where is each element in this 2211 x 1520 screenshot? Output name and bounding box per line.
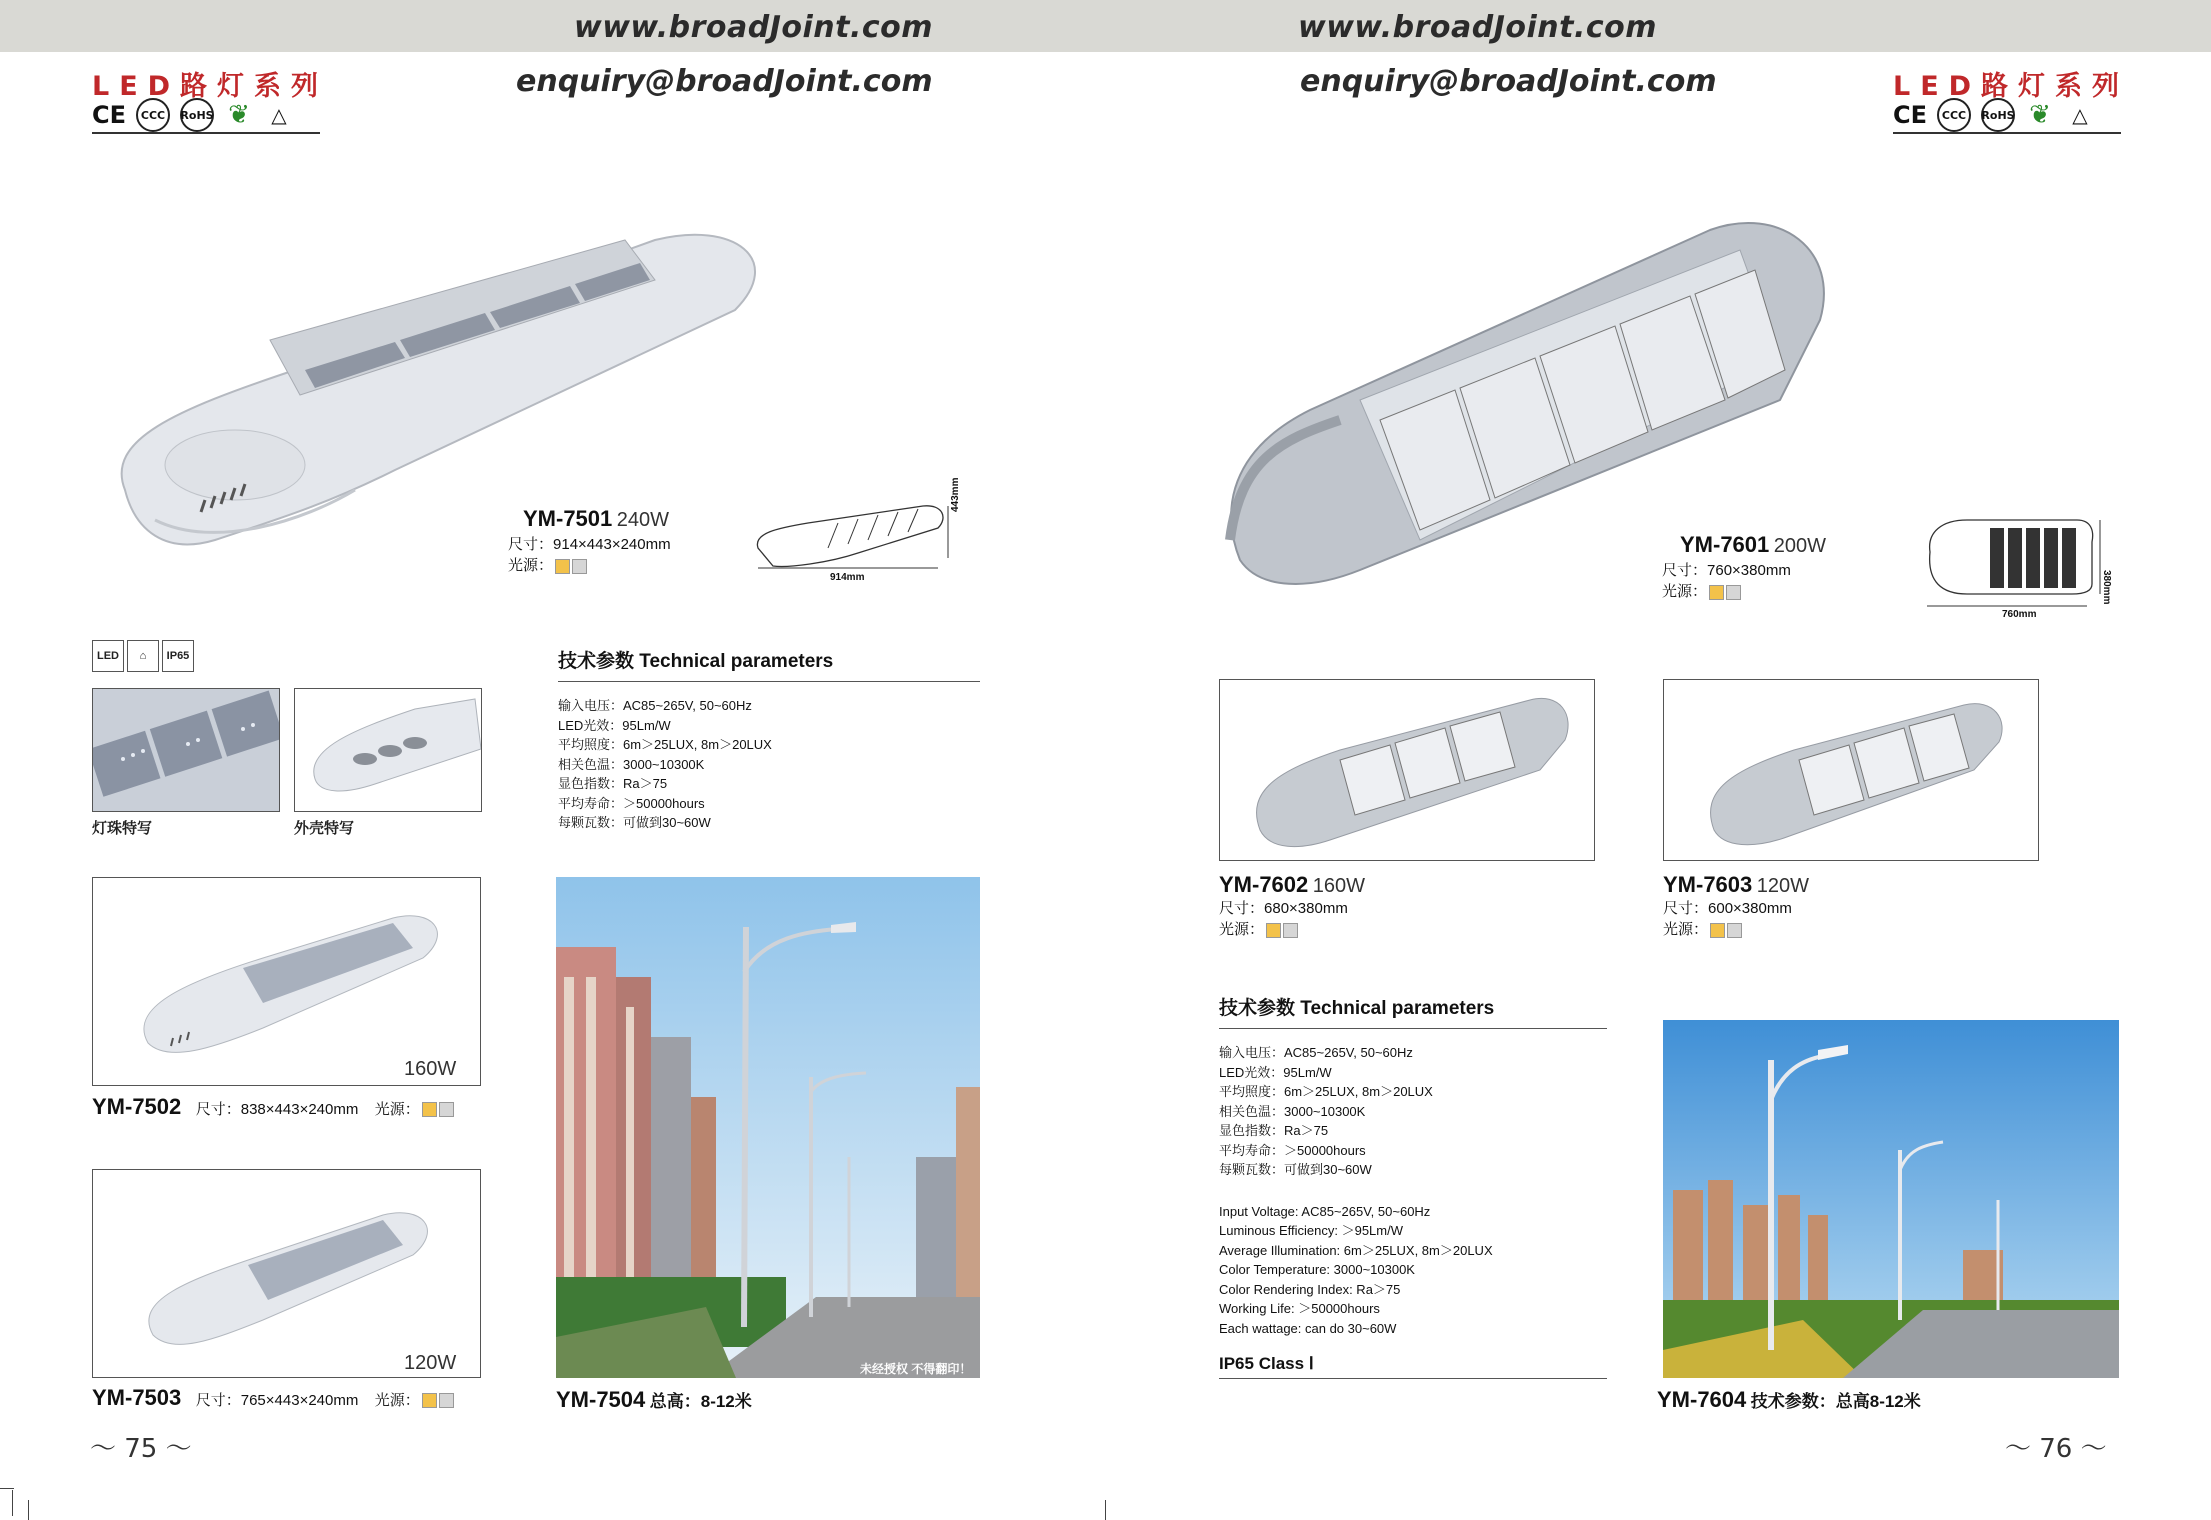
- param-line: 相关色温：3000~10300K: [558, 756, 705, 772]
- param-line: 平均照度：6m＞25LUX, 8m＞20LUX: [558, 737, 772, 752]
- product-frame-ym7602: [1219, 679, 1595, 861]
- spec-ym7603: [1663, 898, 1792, 940]
- param-line: 输入电压：AC85~265V, 50~60Hz: [558, 698, 752, 713]
- product-frame-ym7603: [1663, 679, 2039, 861]
- spec-ym7602: [1219, 898, 1348, 940]
- dim-height-7601: 380mm: [2101, 570, 2112, 605]
- dim-width-7601: 760mm: [2002, 609, 2037, 620]
- size-value: 760×380mm: [1707, 562, 1791, 579]
- caption-led-closeup: 灯珠特写: [92, 820, 153, 837]
- email-left[interactable]: enquiry@broadJoint.com: [516, 64, 933, 99]
- website-url-right[interactable]: www.broadJoint.com: [1298, 10, 1658, 45]
- param-line: Average Illumination: 6m＞25LUX, 8m＞20LUX: [1219, 1242, 1493, 1258]
- caption-ym7504: [556, 1387, 752, 1413]
- ip65-icon: IP65: [162, 640, 194, 672]
- light-source-label: 光源：: [1662, 583, 1708, 600]
- dim-width-7501: 914mm: [830, 572, 865, 583]
- param-line: 显色指数：Ra＞75: [1219, 1123, 1329, 1138]
- photo-ym7504: [556, 877, 980, 1378]
- param-line: 每颗瓦数：可做到30~60W: [1219, 1162, 1372, 1177]
- energy-saving-icon: △: [2072, 103, 2088, 127]
- dim-height-7501: 443mm: [950, 477, 961, 512]
- watt-ym7501: 240W: [616, 509, 669, 531]
- light-source-label: 光源：: [374, 1392, 420, 1409]
- dimension-drawing-ym7601: [1922, 512, 2102, 612]
- light-source-label: 光源：: [374, 1101, 420, 1118]
- led-icon: LED: [92, 640, 124, 672]
- warm-light-icon: [422, 1393, 437, 1408]
- watt-ym7602: 160W: [1312, 875, 1365, 897]
- model-ym7504: YM-7504: [556, 1387, 646, 1412]
- product-frame-ym7503: [92, 1169, 481, 1378]
- watt-tag-ym7502: 160W: [404, 1058, 457, 1080]
- house-icon: ⌂: [127, 640, 159, 672]
- watt-ym7603: 120W: [1756, 875, 1809, 897]
- model-ym7503: YM-7503: [92, 1385, 182, 1410]
- size-label: 尺寸：: [195, 1101, 241, 1118]
- tech-lines-cn-right: [1219, 1043, 1607, 1180]
- info-ym7502: [92, 1094, 454, 1120]
- param-line: 平均寿命：＞50000hours: [1219, 1142, 1366, 1158]
- warm-light-icon: [1709, 585, 1724, 600]
- model-ym7602: YM-7602: [1219, 872, 1309, 897]
- spec-ym7601: [1662, 560, 1791, 602]
- param-line: Each wattage: can do 30~60W: [1219, 1320, 1397, 1336]
- param-line: LED光效：95Lm/W: [1219, 1064, 1332, 1080]
- top-banner: [0, 0, 2211, 52]
- watt-ym7601: 200W: [1773, 535, 1826, 557]
- ccc-mark-icon: CCC: [136, 98, 170, 132]
- main-product-info-right: [1680, 532, 1826, 558]
- model-ym7601: YM-7601: [1680, 532, 1770, 557]
- cool-light-icon: [1283, 923, 1298, 938]
- page-number-76: ～ 76 ～: [2005, 1434, 2107, 1464]
- energy-saving-icon: △: [271, 103, 287, 127]
- crop-mark: [1105, 1500, 1106, 1520]
- height-caption: 总高：8-12米: [649, 1392, 752, 1411]
- size-value: 600×380mm: [1708, 900, 1792, 917]
- param-line: 相关色温：3000~10300K: [1219, 1103, 1366, 1119]
- height-caption: 技术参数：总高8-12米: [1750, 1392, 1921, 1411]
- watermark-ym7504: 未经授权 不得翻印！: [860, 1362, 972, 1376]
- feature-icons-left: [92, 640, 197, 672]
- cool-light-icon: [1727, 923, 1742, 938]
- info-ym7603: [1663, 872, 1809, 898]
- page-number-75: ～ 75 ～: [90, 1434, 192, 1464]
- series-title-left: LED路灯系列: [92, 71, 329, 102]
- watt-tag-ym7503: 120W: [404, 1352, 457, 1374]
- eco-leaf-icon: ❦: [228, 100, 250, 130]
- ce-mark-icon: CE: [92, 101, 127, 129]
- model-ym7603: YM-7603: [1663, 872, 1753, 897]
- cool-light-icon: [1726, 585, 1741, 600]
- cert-underline-left: [92, 132, 320, 134]
- size-label: 尺寸：: [1219, 900, 1265, 917]
- size-value: 765×443×240mm: [240, 1392, 359, 1409]
- crop-mark: [12, 1490, 13, 1516]
- rohs-mark-icon: RoHS: [180, 98, 214, 132]
- ip-class: IP65 Class Ⅰ: [1219, 1354, 1607, 1379]
- size-label: 尺寸：: [1663, 900, 1709, 917]
- size-label: 尺寸：: [508, 536, 554, 553]
- eco-leaf-icon: ❦: [2029, 100, 2051, 130]
- spec-ym7501: [508, 534, 671, 576]
- param-line: LED光效：95Lm/W: [558, 717, 671, 733]
- model-ym7604: YM-7604: [1657, 1387, 1747, 1412]
- cool-light-icon: [572, 559, 587, 574]
- param-line: 输入电压：AC85~265V, 50~60Hz: [1219, 1045, 1413, 1060]
- param-line: Luminous Efficiency: ＞95Lm/W: [1219, 1223, 1403, 1238]
- tech-title-right: 技术参数 Technical parameters: [1219, 993, 1607, 1029]
- closeup-led-beads: [92, 688, 280, 812]
- tech-title-left: 技术参数 Technical parameters: [558, 646, 980, 682]
- crop-mark: [0, 1488, 14, 1489]
- size-value: 680×380mm: [1264, 900, 1348, 917]
- product-image-ym7501: [95, 220, 795, 560]
- cool-light-icon: [439, 1393, 454, 1408]
- warm-light-icon: [555, 559, 570, 574]
- warm-light-icon: [1266, 923, 1281, 938]
- closeup-housing: [294, 688, 482, 812]
- website-url-left[interactable]: www.broadJoint.com: [574, 10, 934, 45]
- model-ym7501: YM-7501: [523, 506, 613, 531]
- param-line: 显色指数：Ra＞75: [558, 776, 668, 791]
- param-line: 平均寿命：＞50000hours: [558, 795, 705, 811]
- tech-lines-en-right: [1219, 1202, 1607, 1339]
- model-ym7502: YM-7502: [92, 1094, 182, 1119]
- warm-light-icon: [1710, 923, 1725, 938]
- rohs-mark-icon: RoHS: [1981, 98, 2015, 132]
- size-value: 914×443×240mm: [553, 536, 671, 553]
- main-product-info-left: [523, 506, 669, 532]
- info-ym7503: [92, 1385, 454, 1411]
- size-label: 尺寸：: [1662, 562, 1708, 579]
- ce-mark-icon: CE: [1893, 101, 1928, 129]
- tech-params-left: [558, 646, 980, 833]
- param-line: 每颗瓦数：可做到30~60W: [558, 815, 711, 830]
- cert-underline-right: [1893, 132, 2121, 134]
- info-ym7602: [1219, 872, 1365, 898]
- crop-mark: [28, 1500, 29, 1520]
- photo-ym7604: [1663, 1020, 2119, 1378]
- caption-housing-closeup: 外壳特写: [294, 820, 355, 837]
- series-title-right: LED路灯系列: [1893, 71, 2130, 102]
- tech-lines-left: [558, 696, 980, 833]
- param-line: Color Rendering Index: Ra＞75: [1219, 1281, 1401, 1297]
- light-source-label: 光源：: [1663, 921, 1709, 938]
- cool-light-icon: [439, 1102, 454, 1117]
- param-line: 平均照度：6m＞25LUX, 8m＞20LUX: [1219, 1084, 1433, 1099]
- size-value: 838×443×240mm: [240, 1101, 359, 1118]
- param-line: Working Life: ＞50000hours: [1219, 1301, 1380, 1316]
- product-frame-ym7502: [92, 877, 481, 1086]
- light-source-label: 光源：: [508, 557, 554, 574]
- param-line: Input Voltage: AC85~265V, 50~60Hz: [1219, 1203, 1431, 1219]
- light-source-label: 光源：: [1219, 921, 1265, 938]
- email-right[interactable]: enquiry@broadJoint.com: [1300, 64, 1717, 99]
- cert-logos-right: [1893, 98, 2095, 132]
- param-line: Color Temperature: 3000~10300K: [1219, 1262, 1415, 1277]
- caption-ym7604: [1657, 1387, 1921, 1413]
- warm-light-icon: [422, 1102, 437, 1117]
- cert-logos-left: [92, 98, 294, 132]
- tech-params-right: [1219, 993, 1607, 1379]
- ccc-mark-icon: CCC: [1937, 98, 1971, 132]
- size-label: 尺寸：: [195, 1392, 241, 1409]
